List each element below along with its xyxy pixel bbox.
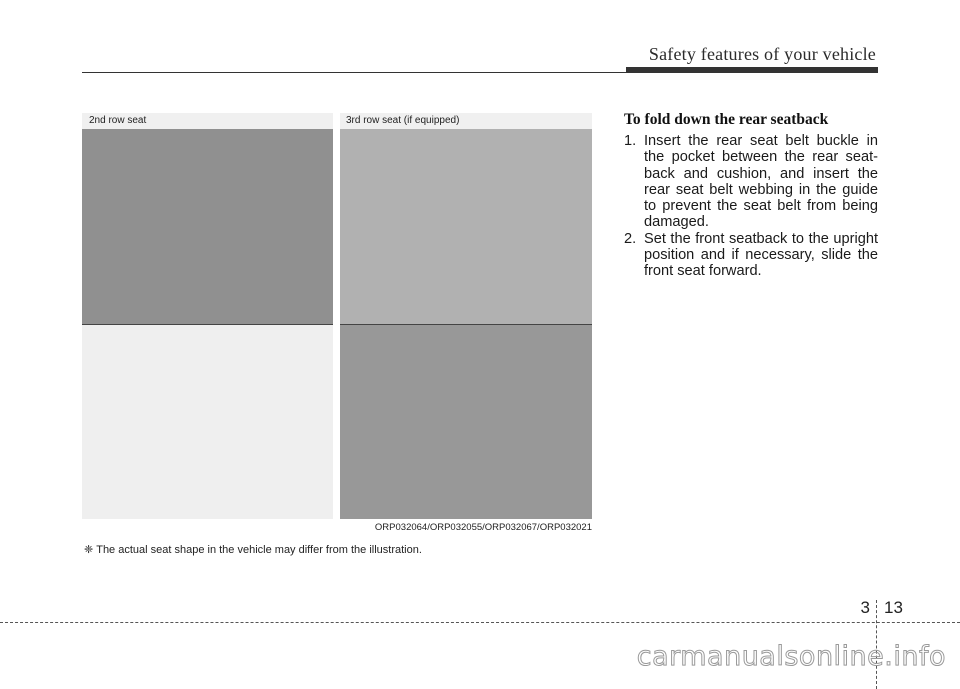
chapter-number: 3 xyxy=(860,598,870,617)
procedure-step-1 xyxy=(624,133,878,231)
figure-label-3rd-row: 3rd row seat (if equipped) xyxy=(346,115,460,126)
step-number: 2. xyxy=(624,230,637,247)
procedure-heading: To fold down the rear seatback xyxy=(624,111,829,128)
figure-note-text: The actual seat shape in the vehicle may differ from the illustration. xyxy=(96,544,422,556)
step-text: Set the front seatback to the upright position and if necessary, slide the front seat forward. xyxy=(644,230,878,280)
note-mark-icon: ❈ xyxy=(84,544,94,556)
figure-illustrations xyxy=(82,113,592,519)
illustration-3rd-row-bottom xyxy=(340,324,592,519)
page-number: 13 xyxy=(884,598,903,617)
figure-divider xyxy=(333,113,340,519)
procedure-step-2 xyxy=(624,231,878,280)
procedure-steps xyxy=(624,133,878,280)
illustration-2nd-row-bottom xyxy=(82,324,333,519)
header-rule-accent xyxy=(626,67,878,73)
illustration-separator-right xyxy=(340,324,592,325)
watermark: carmanualsonline.info xyxy=(636,641,946,672)
footer-rule xyxy=(0,622,960,623)
illustration-separator-left xyxy=(82,324,333,325)
illustration-2nd-row-top xyxy=(82,129,333,324)
figure-label-2nd-row: 2nd row seat xyxy=(89,115,147,126)
figure-code: ORP032064/ORP032055/ORP032067/ORP032021 xyxy=(374,522,592,533)
section-title: Safety features of your vehicle xyxy=(648,44,876,64)
figure-note xyxy=(84,543,422,556)
illustration-3rd-row-top xyxy=(340,129,592,324)
step-text: Insert the rear seat belt buckle in the pocket between the rear seat-back and cushion, and insert the rear seat belt webbing in the guide to prevent the seat belt from being damaged. xyxy=(644,133,878,231)
step-number: 1. xyxy=(624,133,637,149)
